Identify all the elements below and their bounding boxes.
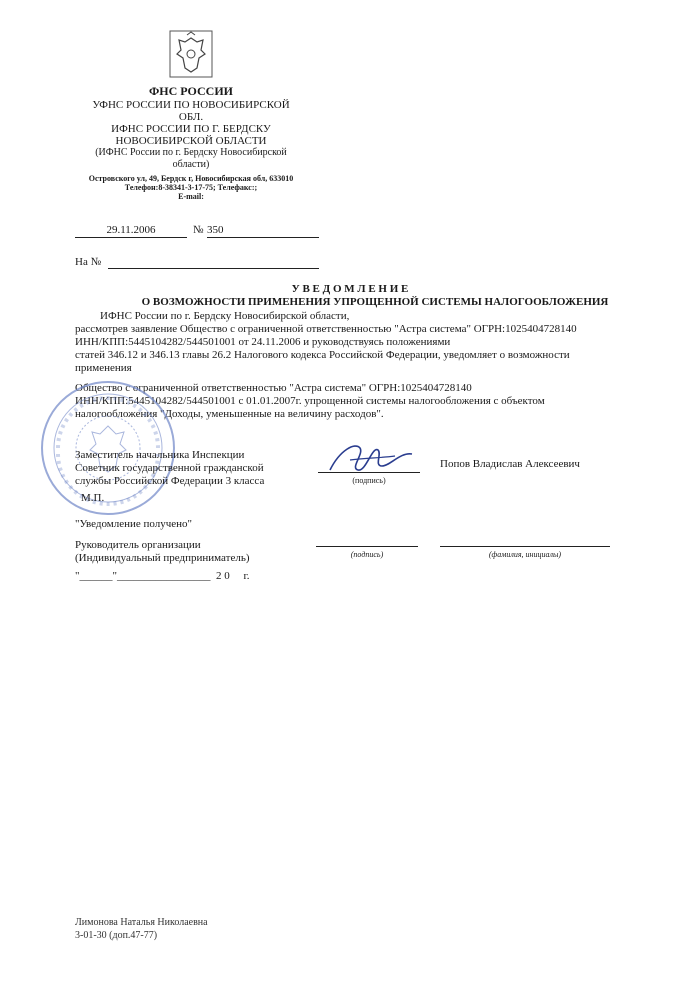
- body-line: ИНН/КПП:5445104282/544501001 с 01.01.2007г. упрощенной системы налогообложения с объектом: [75, 395, 545, 407]
- receipt-signature-caption: (подпись): [350, 550, 384, 559]
- mp-label: М.П.: [81, 492, 105, 504]
- body-line: статей 346.12 и 346.13 главы 26.2 Налогового кодекса Российской Федерации, уведомляет о возможности: [75, 349, 570, 361]
- agency-name: ФНС РОССИИ: [148, 84, 234, 98]
- receiver-line: Руководитель организации: [75, 539, 201, 551]
- header-line: (ИФНС России по г. Бердску Новосибирской: [95, 147, 287, 158]
- header-line: области): [172, 159, 210, 170]
- executor-name: Лимонова Наталья Николаевна: [75, 917, 208, 928]
- body-paragraph-1: [75, 310, 635, 375]
- receipt-name-line: [440, 546, 610, 547]
- received-note: "Уведомление получено": [75, 518, 193, 530]
- signatory-name: Попов Владислав Алексеевич: [440, 458, 580, 470]
- header-block: [80, 84, 302, 201]
- receiver-line: (Индивидуальный предприниматель): [75, 552, 250, 564]
- phone: Телефон:8-38341-3-17-75; Телефакс:;: [124, 183, 258, 192]
- body-line: Общество с ограниченной ответственностью "Астра система" ОГРН:1025404728140: [75, 382, 472, 394]
- signatory-line: службы Российской Федерации 3 класса: [75, 475, 265, 487]
- body-line: применения: [75, 362, 132, 374]
- coat-of-arms-emblem: [169, 30, 213, 78]
- body-line: ИФНС России по г. Бердску Новосибирской области,: [100, 310, 350, 322]
- signatory-title: [75, 449, 264, 488]
- na-field: [108, 256, 319, 269]
- signature-caption: (подпись): [352, 476, 386, 485]
- doc-number-label: №: [193, 224, 204, 236]
- header-line: УФНС РОССИИ ПО НОВОСИБИРСКОЙ ОБЛ.: [92, 99, 290, 123]
- header-line: НОВОСИБИРСКОЙ ОБЛАСТИ: [115, 135, 267, 147]
- signatory-line: Заместитель начальника Инспекции: [75, 449, 245, 461]
- doc-title: У В Е Д О М Л Е Н И Е: [291, 283, 409, 295]
- footer-executor-block: [75, 916, 208, 942]
- doc-date: 29.11.2006: [75, 224, 187, 238]
- handwritten-signature: [320, 440, 420, 476]
- signatory-line: Советник государственной гражданской: [75, 462, 264, 474]
- receipt-name-caption: (фамилия, инициалы): [488, 550, 562, 559]
- header-line: ИФНС РОССИИ ПО Г. БЕРДСКУ: [111, 123, 271, 135]
- body-line: ИНН/КПП:5445104282/544501001 от 24.11.2006 и руководствуясь положениями: [75, 336, 451, 348]
- receipt-date-template: "______"_________________ 2 0 г.: [75, 570, 250, 582]
- address: Островского ул, 49, Бердск г, Новосибирская обл, 633010: [88, 174, 294, 183]
- na-label: На №: [75, 256, 102, 268]
- body-line: рассмотрев заявление Общество с ограниченной ответственностью "Астра система" ОГРН:1025404728140: [75, 323, 577, 335]
- signature-line: [318, 472, 420, 473]
- body-line: налогообложения "Доходы, уменьшенные на величину расходов".: [75, 408, 384, 420]
- email: E-mail:: [178, 192, 204, 201]
- doc-subtitle: О ВОЗМОЖНОСТИ ПРИМЕНЕНИЯ УПРОЩЕННОЙ СИСТЕМЫ НАЛОГООБЛОЖЕНИЯ: [141, 296, 609, 308]
- doc-number: 350: [207, 224, 319, 238]
- executor-phone: 3-01-30 (доп.47-77): [75, 930, 158, 941]
- receiver-title: [75, 539, 250, 565]
- official-seal-stamp: [38, 378, 178, 518]
- receipt-signature-line: [316, 546, 418, 547]
